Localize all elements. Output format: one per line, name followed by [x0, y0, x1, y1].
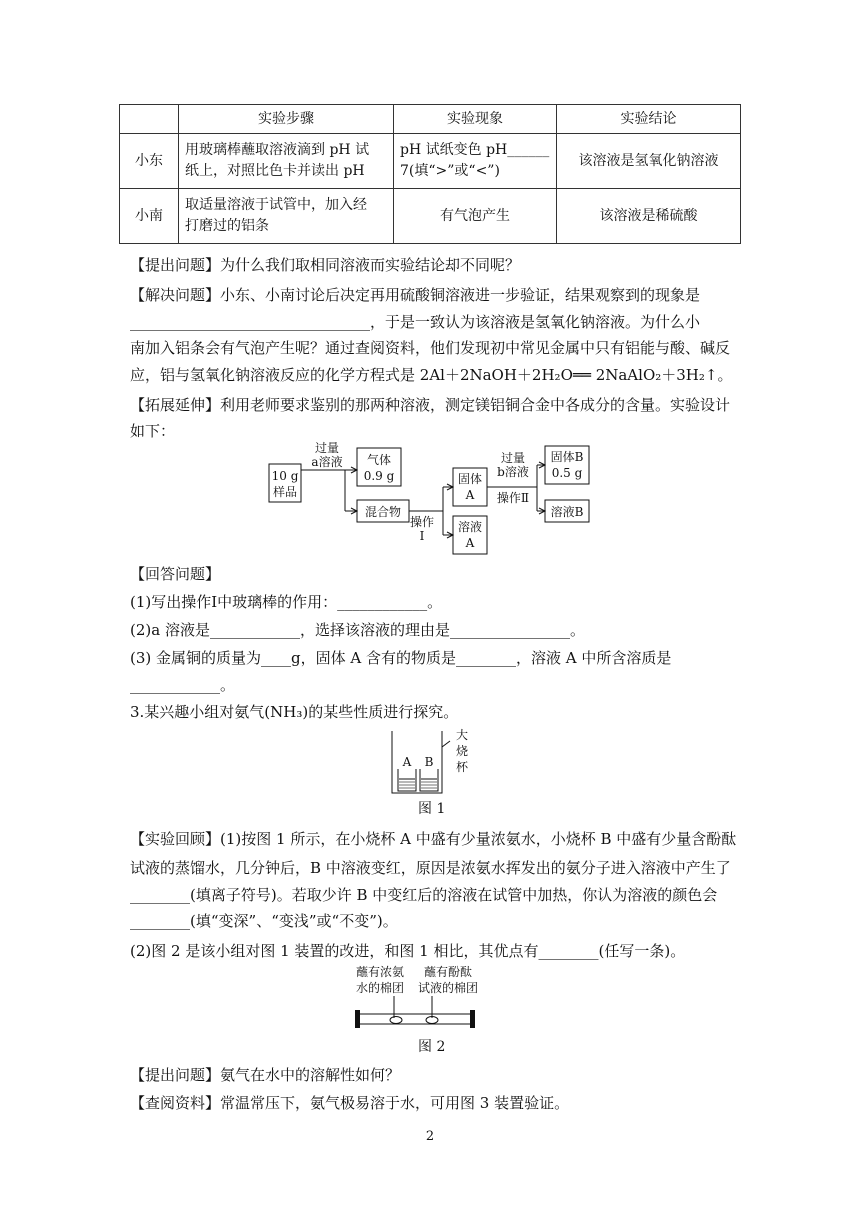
step-line: 打磨过的铝条	[185, 218, 269, 234]
arrow1-label: a溶液	[311, 455, 343, 469]
text-line: 【提出问题】为什么我们取相同溶液而实验结论却不同呢？	[130, 256, 521, 274]
solid-b-label: 0.5 g	[551, 466, 583, 480]
right-stopper	[470, 1010, 475, 1028]
arrow1-label: 过量	[314, 441, 340, 455]
sample-label: 10 g	[271, 469, 299, 483]
gas-label: 气体	[366, 453, 392, 467]
text-line: ________________________________，于是一致认为该溶液是氢氧化钠溶液。为什么小	[130, 313, 701, 331]
solid-b-label: 固体B	[550, 450, 584, 464]
text-line: ________(填“变深”、“变浅”或“不变”)。	[130, 912, 398, 930]
table-header-cell: 实验步骤	[179, 105, 394, 134]
experiment-table	[119, 104, 741, 244]
text-line: 【解决问题】小东、小南讨论后决定再用硫酸铜溶液进一步验证，结果观察到的现象是	[130, 286, 701, 304]
step-line: 取适量溶液于试管中，加入经	[185, 197, 367, 213]
text-line: (2)a 溶液是____________，选择该溶液的理由是________________。	[130, 621, 585, 639]
text-line: ____________。	[130, 676, 236, 694]
table-header-row	[120, 105, 741, 134]
text-line: (3) 金属铜的质量为____g，固体 A 含有的物质是________，溶液 A 中所含溶质是	[130, 649, 672, 667]
text-line: 【拓展延伸】利用老师要求鉴别的那两种溶液，测定镁铝铜合金中各成分的含量。实验设计	[130, 396, 731, 414]
op1-label: Ⅰ	[419, 529, 425, 543]
text-line: 【回答问题】	[130, 565, 221, 583]
solution-a-label: A	[465, 536, 475, 550]
step-cell	[179, 189, 394, 244]
flow-diagram	[265, 440, 595, 560]
table-header-cell: 实验现象	[394, 105, 557, 134]
beaker-a-label: A	[402, 755, 412, 769]
page-number: 2	[425, 1129, 435, 1144]
row-name: 小南	[120, 189, 179, 244]
right-cotton-label: 试液的棉团	[417, 981, 479, 995]
text-line: 【查阅资料】常温常压下，氨气极易溶于水，可用图 3 装置验证。	[130, 1094, 570, 1112]
op1-label: 操作	[409, 515, 435, 529]
phen-line: pH 试纸变色 pH______	[400, 142, 550, 158]
step-line: 用玻璃棒蘸取溶液滴到 pH 试	[185, 142, 370, 158]
table-header-cell	[120, 105, 179, 134]
text-line: 【提出问题】氨气在水中的溶解性如何？	[130, 1066, 401, 1084]
table-row	[120, 134, 741, 189]
sample-label: 样品	[272, 485, 298, 499]
row-name: 小东	[120, 134, 179, 189]
figure-2-tube	[350, 962, 480, 1032]
step-cell	[179, 134, 394, 189]
solution-b-label: 溶液B	[550, 505, 584, 519]
text-line: 试液的蒸馏水，几分钟后，B 中溶液变红，原因是浓氨水挥发出的氨分子进入溶液中产生了	[130, 859, 731, 877]
phen-line: 7(填“>”或“<”)	[400, 163, 500, 179]
right-cotton-label: 蘸有酚酞	[423, 965, 473, 979]
text-line: 南加入铝条会有气泡产生呢？通过查阅资料，他们发现初中常见金属中只有铝能与酸、碱反	[130, 339, 731, 357]
large-beaker-label: 杯	[455, 760, 469, 774]
solid-a-label: A	[465, 488, 475, 502]
step-line: 纸上，对照比色卡并读出 pH	[185, 163, 365, 179]
ammonia-cotton	[390, 1017, 402, 1024]
figure-1-caption: 图 1	[418, 801, 446, 817]
large-beaker-label: 烧	[455, 744, 469, 758]
text-line: (2)图 2 是该小组对图 1 装置的改进，和图 1 相比，其优点有________(任写一条)。	[130, 942, 686, 960]
conclusion-cell: 该溶液是氢氧化钠溶液	[557, 134, 741, 189]
text-line: 应，铝与氢氧化钠溶液反应的化学方程式是 2Al＋2NaOH＋2H₂O══ 2NaAlO₂＋3H₂↑。	[130, 366, 733, 384]
beaker-b-label: B	[424, 755, 434, 769]
text-line: (1)写出操作Ⅰ中玻璃棒的作用：____________。	[130, 593, 443, 611]
text-line: 如下：	[130, 422, 176, 440]
solution-a-label: 溶液	[457, 520, 483, 534]
arrow2-label: 过量	[500, 451, 526, 465]
left-cotton-label: 蘸有浓氨	[355, 965, 405, 979]
left-cotton-label: 水的棉团	[355, 981, 405, 995]
arrow2-label: b溶液	[497, 465, 529, 479]
solid-a-label: 固体	[457, 472, 483, 486]
mixture-label: 混合物	[364, 505, 402, 519]
large-beaker-label: 大	[455, 728, 469, 742]
gas-label: 0.9 g	[363, 469, 395, 483]
text-line: 【实验回顾】(1)按图 1 所示，在小烧杯 A 中盛有少量浓氨水，小烧杯 B 中盛有少量含酚酞	[130, 830, 737, 848]
table-header-cell: 实验结论	[557, 105, 741, 134]
large-beaker	[392, 731, 442, 793]
table-row	[120, 189, 741, 244]
left-stopper	[355, 1010, 360, 1028]
conclusion-cell: 该溶液是稀硫酸	[557, 189, 741, 244]
phenomenon-cell	[394, 134, 557, 189]
phenomenon-cell: 有气泡产生	[394, 189, 557, 244]
figure-2-caption: 图 2	[418, 1039, 446, 1055]
text-line: ________(填离子符号)。若取少许 B 中变红后的溶液在试管中加热，你认为溶液的颜色会	[130, 886, 718, 904]
text-line: 3.某兴趣小组对氨气(NH₃)的某些性质进行探究。	[130, 703, 459, 721]
figure-1-beakers	[388, 725, 478, 797]
arrow2-label: 操作Ⅱ	[496, 491, 530, 505]
